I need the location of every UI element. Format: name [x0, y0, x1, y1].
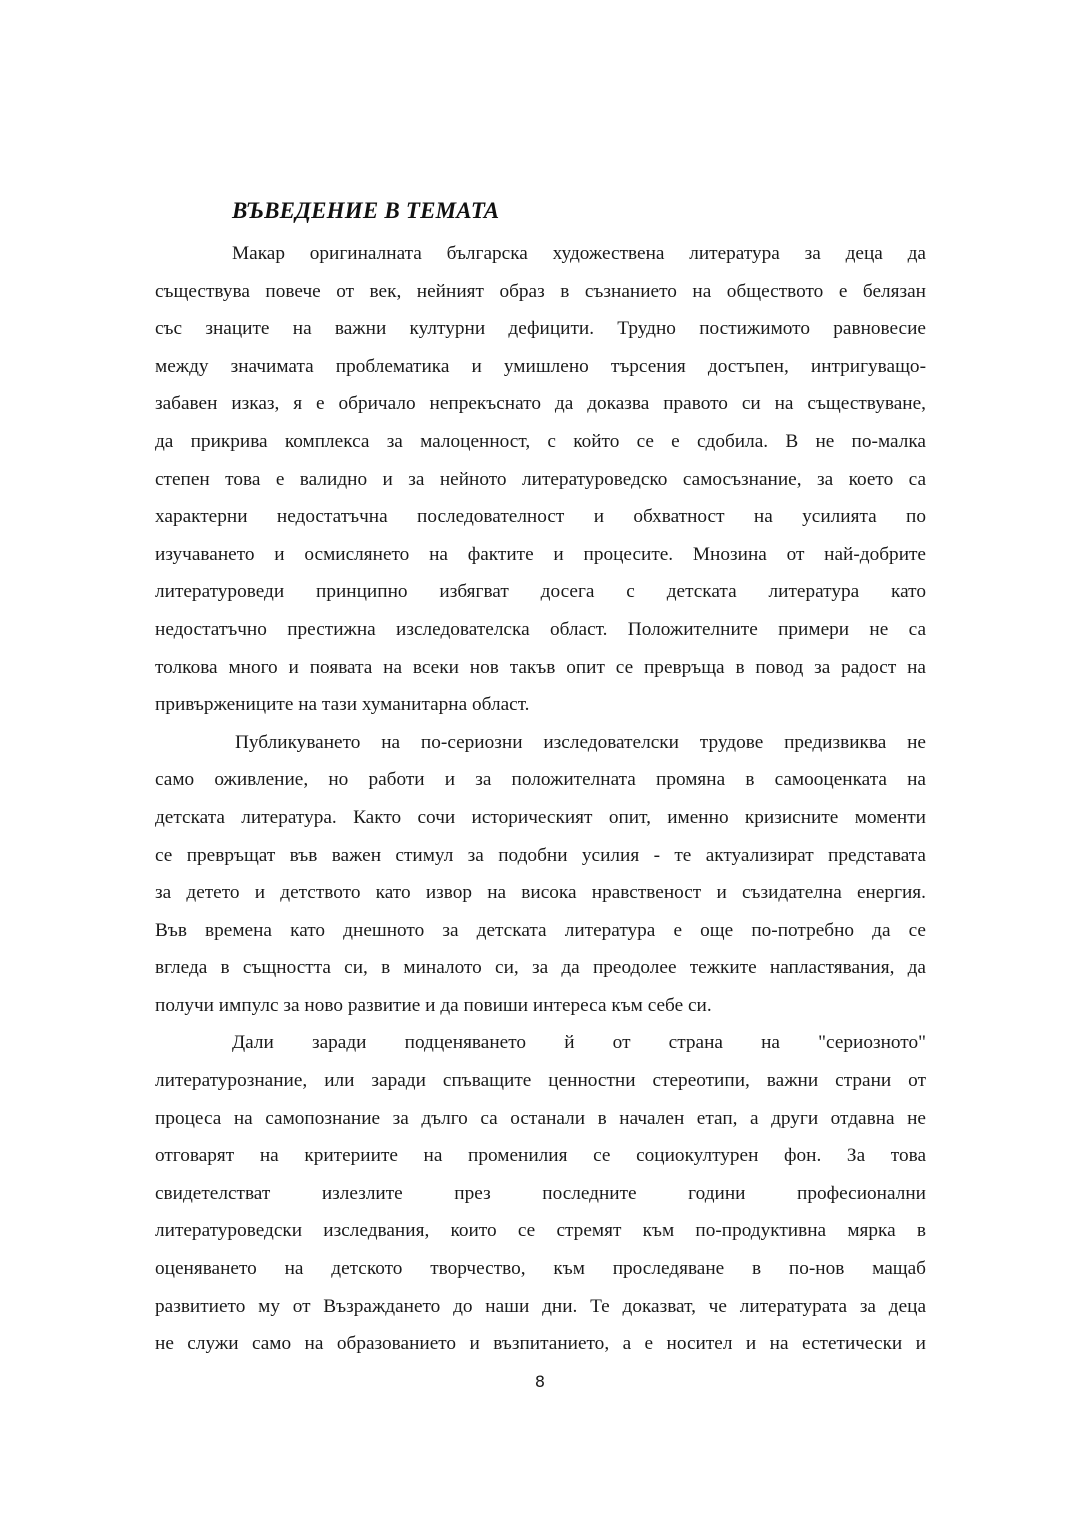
- text-line: получи импулс за ново развитие и да повиши интереса към себе си.: [155, 994, 712, 1016]
- text-line: недостатъчно престижна изследователска област. Положителните примери не са: [155, 618, 926, 640]
- text-line: оценяването на детското творчество, към проследяване в по-нов мащаб: [155, 1258, 926, 1280]
- text-line: процеса на самопознание за дълго са останали в начален етап, а други отдавна не: [155, 1107, 926, 1129]
- text-line: развитието му от Възраждането до наши дни. Те доказват, че литературата за деца: [155, 1295, 926, 1317]
- text-line: се превръщат във важен стимул за подобни усилия - те актуализират представата: [155, 844, 926, 866]
- text-line: степен това е валидно и за нейното литературоведско самосъзнание, за което са: [155, 468, 926, 490]
- text-line: свидетелстват излезлите през последните години професионални: [155, 1182, 926, 1204]
- text-line: Във времена като днешното за детската литература е още по-потребно да се: [155, 919, 926, 941]
- text-line: детската литература. Както сочи историческият опит, именно кризисните моменти: [155, 806, 926, 828]
- text-line: вгледа в същността си, в миналото си, за да преодолее тежките напластявания, да: [155, 957, 926, 979]
- body-text: [155, 235, 926, 1363]
- text-line: изучаването и осмислянето на фактите и процесите. Мнозина от най-добрите: [155, 543, 926, 565]
- text-line: не служи само на образованието и възпитанието, а е носител и на естетически и: [155, 1333, 926, 1355]
- text-line: привържениците на тази хуманитарна област.: [155, 694, 530, 716]
- text-line: съществува повече от век, нейният образ в съзнанието на обществото е белязан: [155, 280, 926, 302]
- text-line: за детето и детството като извор на висока нравственост и съзидателна енергия.: [155, 882, 926, 904]
- text-line: характерни недостатъчна последователност и обхватност на усилията по: [155, 506, 926, 528]
- text-line: толкова много и появата на всеки нов такъв опит се превръща в повод за радост на: [155, 656, 926, 678]
- text-line: със знаците на важни културни дефицити. Трудно постижимото равновесие: [155, 318, 926, 340]
- text-line: Макар оригиналната българска художествена литература за деца да: [232, 243, 926, 264]
- text-line: литературоведски изследвания, които се стремят към по-продуктивна мярка в: [155, 1220, 926, 1242]
- text-line: отговарят на критериите на променилия се социокултурен фон. За това: [155, 1145, 926, 1167]
- section-heading: ВЪВЕДЕНИЕ В ТЕМАТА: [232, 198, 500, 223]
- text-line: само оживление, но работи и за положителната промяна в самооценката на: [155, 769, 926, 791]
- text-line: да прикрива комплекса за малоценност, с който се е сдобила. В не по-малка: [155, 430, 926, 452]
- text-line: Публикуването на по-сериозни изследователски трудове предизвиква не: [235, 731, 926, 753]
- text-line: литературознание, или заради спъващите ценностни стереотипи, важни страни от: [155, 1070, 926, 1092]
- text-line: между значимата проблематика и умишлено търсения достъпен, интригуващо-: [155, 355, 926, 377]
- text-line: литературоведи принципно избягват досега с детската литература като: [155, 581, 926, 603]
- text-line: забавен изказ, я е обричало непрекъснато да доказва правото си на съществуване,: [155, 393, 926, 415]
- page-number: 8: [534, 1372, 546, 1391]
- text-line: Дали заради подценяването й от страна на "сериозното": [232, 1032, 926, 1054]
